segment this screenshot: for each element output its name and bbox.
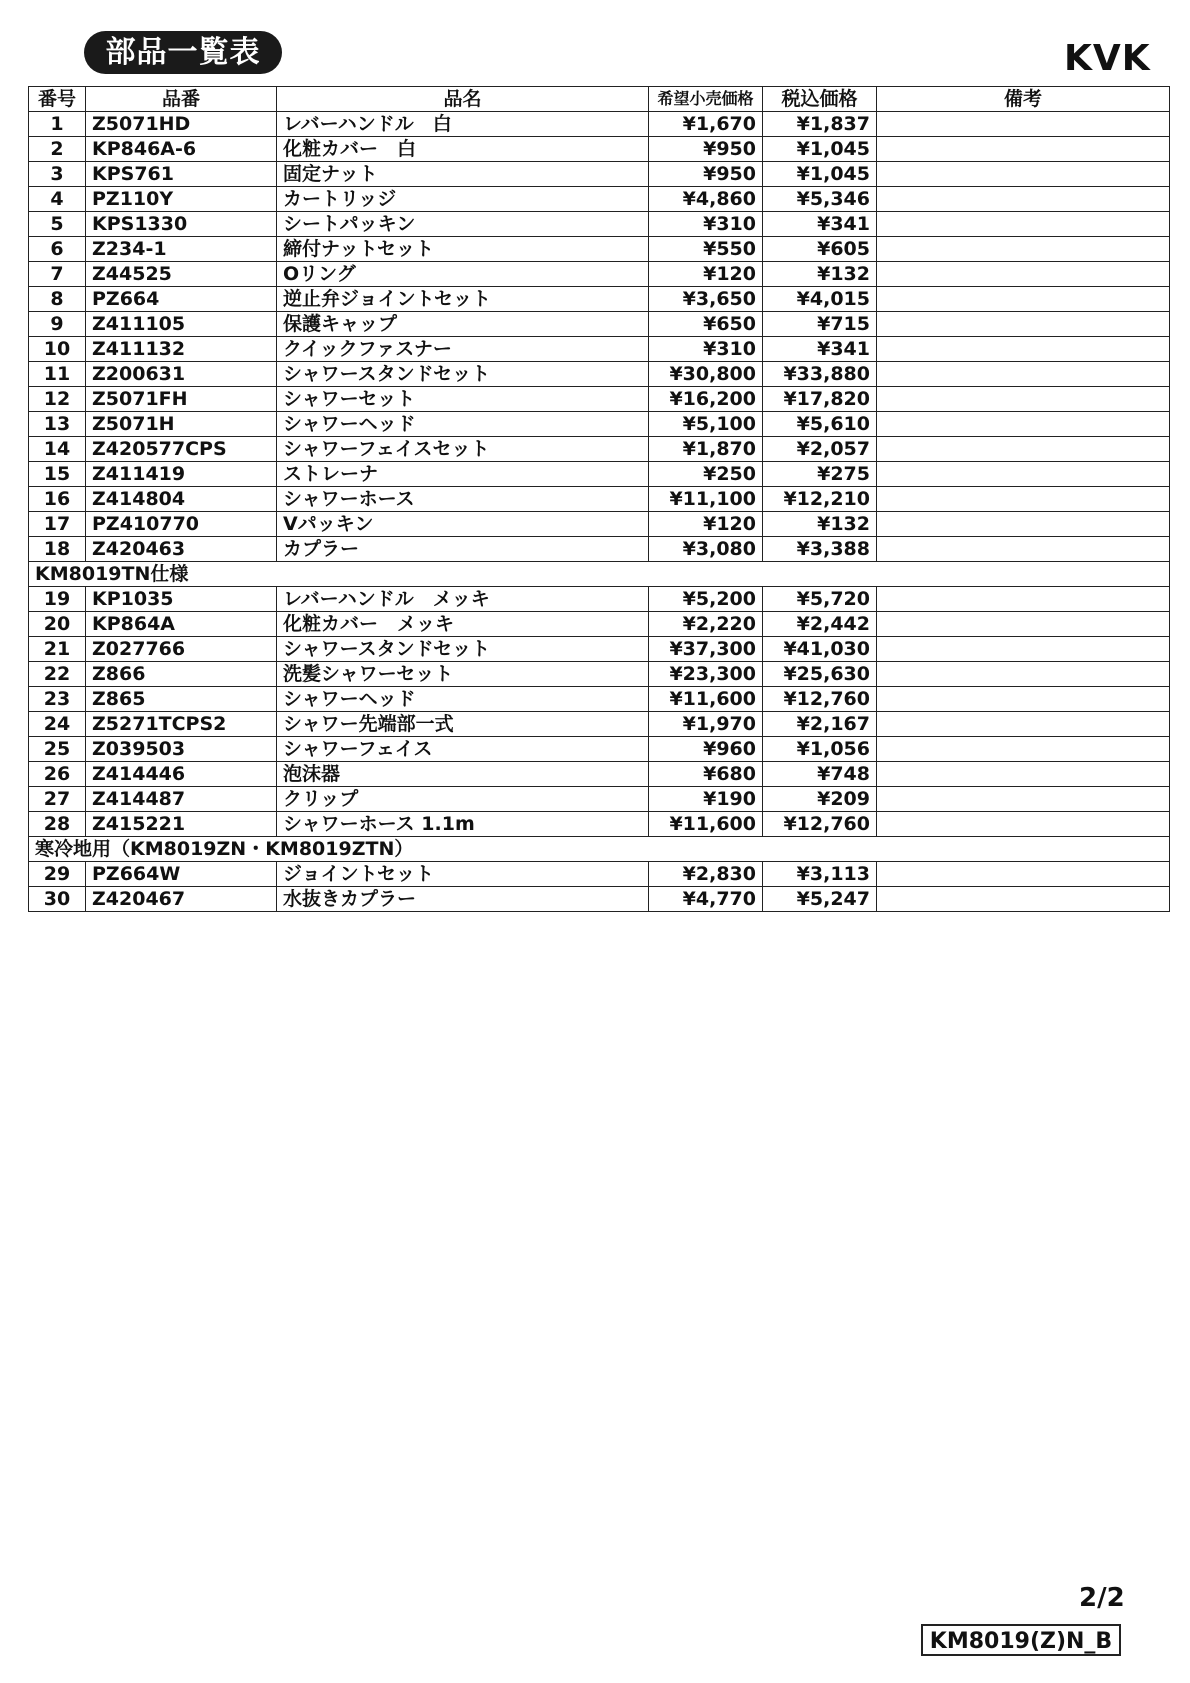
tax-included-price: ¥25,630 xyxy=(763,662,877,687)
section-label: KM8019TN仕様 xyxy=(29,562,1170,587)
row-number: 20 xyxy=(29,612,86,637)
row-number: 26 xyxy=(29,762,86,787)
part-name: 締付ナットセット xyxy=(277,237,649,262)
table-row xyxy=(29,237,1170,262)
section-row xyxy=(29,562,1170,587)
part-code: Z200631 xyxy=(86,362,277,387)
row-number: 18 xyxy=(29,537,86,562)
part-name: クリップ xyxy=(277,787,649,812)
table-row xyxy=(29,437,1170,462)
table-row xyxy=(29,337,1170,362)
retail-price: ¥310 xyxy=(649,212,763,237)
tax-included-price: ¥2,167 xyxy=(763,712,877,737)
row-number: 2 xyxy=(29,137,86,162)
tax-included-price: ¥2,442 xyxy=(763,612,877,637)
col-header-retail-price: 希望小売価格 xyxy=(649,87,763,112)
part-name: シャワー先端部一式 xyxy=(277,712,649,737)
tax-included-price: ¥12,760 xyxy=(763,687,877,712)
note xyxy=(877,587,1170,612)
row-number: 6 xyxy=(29,237,86,262)
table-row xyxy=(29,537,1170,562)
part-name: 化粧カバー 白 xyxy=(277,137,649,162)
table-row xyxy=(29,362,1170,387)
row-number: 27 xyxy=(29,787,86,812)
tax-included-price: ¥5,610 xyxy=(763,412,877,437)
part-name: シャワーフェイスセット xyxy=(277,437,649,462)
row-number: 13 xyxy=(29,412,86,437)
retail-price: ¥5,100 xyxy=(649,412,763,437)
part-name: 泡沫器 xyxy=(277,762,649,787)
part-code: PZ664 xyxy=(86,287,277,312)
table-row xyxy=(29,687,1170,712)
part-name: 水抜きカプラー xyxy=(277,887,649,912)
row-number: 9 xyxy=(29,312,86,337)
tax-included-price: ¥3,113 xyxy=(763,862,877,887)
part-name: カプラー xyxy=(277,537,649,562)
row-number: 7 xyxy=(29,262,86,287)
retail-price: ¥11,600 xyxy=(649,687,763,712)
row-number: 8 xyxy=(29,287,86,312)
note xyxy=(877,212,1170,237)
note xyxy=(877,687,1170,712)
row-number: 5 xyxy=(29,212,86,237)
table-row xyxy=(29,762,1170,787)
part-code: Z414804 xyxy=(86,487,277,512)
note xyxy=(877,312,1170,337)
table-row xyxy=(29,287,1170,312)
page-number: 2/2 xyxy=(1079,1583,1125,1613)
table-row xyxy=(29,312,1170,337)
note xyxy=(877,787,1170,812)
part-code: PZ664W xyxy=(86,862,277,887)
tax-included-price: ¥12,760 xyxy=(763,812,877,837)
note xyxy=(877,737,1170,762)
retail-price: ¥190 xyxy=(649,787,763,812)
parts-table xyxy=(28,86,1170,912)
retail-price: ¥3,650 xyxy=(649,287,763,312)
tax-included-price: ¥12,210 xyxy=(763,487,877,512)
part-name: レバーハンドル 白 xyxy=(277,112,649,137)
note xyxy=(877,512,1170,537)
tax-included-price: ¥605 xyxy=(763,237,877,262)
note xyxy=(877,487,1170,512)
row-number: 16 xyxy=(29,487,86,512)
tax-included-price: ¥275 xyxy=(763,462,877,487)
part-code: Z411105 xyxy=(86,312,277,337)
tax-included-price: ¥17,820 xyxy=(763,387,877,412)
row-number: 28 xyxy=(29,812,86,837)
table-row xyxy=(29,187,1170,212)
tax-included-price: ¥341 xyxy=(763,337,877,362)
note xyxy=(877,612,1170,637)
part-name: クイックファスナー xyxy=(277,337,649,362)
tax-included-price: ¥1,837 xyxy=(763,112,877,137)
table-row xyxy=(29,812,1170,837)
tax-included-price: ¥1,045 xyxy=(763,137,877,162)
table-row xyxy=(29,462,1170,487)
col-header-part-code: 品番 xyxy=(86,87,277,112)
retail-price: ¥1,870 xyxy=(649,437,763,462)
part-name: ストレーナ xyxy=(277,462,649,487)
retail-price: ¥5,200 xyxy=(649,587,763,612)
part-code: Z866 xyxy=(86,662,277,687)
col-header-tax-price: 税込価格 xyxy=(763,87,877,112)
parts-table-body xyxy=(29,112,1170,912)
part-code: Z027766 xyxy=(86,637,277,662)
part-name: 化粧カバー メッキ xyxy=(277,612,649,637)
table-row xyxy=(29,262,1170,287)
note xyxy=(877,337,1170,362)
part-name: 洗髪シャワーセット xyxy=(277,662,649,687)
row-number: 10 xyxy=(29,337,86,362)
part-name: Vパッキン xyxy=(277,512,649,537)
tax-included-price: ¥33,880 xyxy=(763,362,877,387)
note xyxy=(877,387,1170,412)
row-number: 15 xyxy=(29,462,86,487)
part-code: KPS1330 xyxy=(86,212,277,237)
row-number: 17 xyxy=(29,512,86,537)
part-name: シャワーヘッド xyxy=(277,687,649,712)
table-header-row xyxy=(29,87,1170,112)
col-header-number: 番号 xyxy=(29,87,86,112)
note xyxy=(877,637,1170,662)
note xyxy=(877,862,1170,887)
row-number: 11 xyxy=(29,362,86,387)
retail-price: ¥11,100 xyxy=(649,487,763,512)
note xyxy=(877,462,1170,487)
retail-price: ¥4,770 xyxy=(649,887,763,912)
retail-price: ¥11,600 xyxy=(649,812,763,837)
tax-included-price: ¥1,056 xyxy=(763,737,877,762)
retail-price: ¥16,200 xyxy=(649,387,763,412)
col-header-part-name: 品名 xyxy=(277,87,649,112)
table-row xyxy=(29,737,1170,762)
part-code: Z5271TCPS2 xyxy=(86,712,277,737)
note xyxy=(877,662,1170,687)
tax-included-price: ¥341 xyxy=(763,212,877,237)
part-name: シャワーフェイス xyxy=(277,737,649,762)
note xyxy=(877,187,1170,212)
table-row xyxy=(29,587,1170,612)
part-code: KPS761 xyxy=(86,162,277,187)
part-code: KP864A xyxy=(86,612,277,637)
part-name: 逆止弁ジョイントセット xyxy=(277,287,649,312)
table-row xyxy=(29,887,1170,912)
note xyxy=(877,437,1170,462)
table-row xyxy=(29,637,1170,662)
part-code: Z5071FH xyxy=(86,387,277,412)
part-name: レバーハンドル メッキ xyxy=(277,587,649,612)
tax-included-price: ¥5,247 xyxy=(763,887,877,912)
tax-included-price: ¥748 xyxy=(763,762,877,787)
part-code: Z5071H xyxy=(86,412,277,437)
retail-price: ¥680 xyxy=(649,762,763,787)
tax-included-price: ¥3,388 xyxy=(763,537,877,562)
part-name: 固定ナット xyxy=(277,162,649,187)
part-code: KP846A-6 xyxy=(86,137,277,162)
note xyxy=(877,887,1170,912)
page-title: 部品一覧表 xyxy=(84,31,282,74)
note xyxy=(877,137,1170,162)
table-row xyxy=(29,712,1170,737)
table-row xyxy=(29,862,1170,887)
note xyxy=(877,262,1170,287)
retail-price: ¥1,670 xyxy=(649,112,763,137)
table-row xyxy=(29,512,1170,537)
table-row xyxy=(29,487,1170,512)
part-name: カートリッジ xyxy=(277,187,649,212)
part-name: シャワースタンドセット xyxy=(277,637,649,662)
retail-price: ¥650 xyxy=(649,312,763,337)
part-name: ジョイントセット xyxy=(277,862,649,887)
part-code: KP1035 xyxy=(86,587,277,612)
note xyxy=(877,362,1170,387)
table-row xyxy=(29,387,1170,412)
part-name: Oリング xyxy=(277,262,649,287)
row-number: 24 xyxy=(29,712,86,737)
part-name: シャワースタンドセット xyxy=(277,362,649,387)
table-row xyxy=(29,137,1170,162)
retail-price: ¥2,830 xyxy=(649,862,763,887)
table-row xyxy=(29,212,1170,237)
retail-price: ¥120 xyxy=(649,512,763,537)
tax-included-price: ¥4,015 xyxy=(763,287,877,312)
retail-price: ¥37,300 xyxy=(649,637,763,662)
tax-included-price: ¥132 xyxy=(763,512,877,537)
row-number: 22 xyxy=(29,662,86,687)
row-number: 14 xyxy=(29,437,86,462)
part-code: Z865 xyxy=(86,687,277,712)
section-row xyxy=(29,837,1170,862)
tax-included-price: ¥132 xyxy=(763,262,877,287)
section-label: 寒冷地用（KM8019ZN・KM8019ZTN） xyxy=(29,837,1170,862)
part-code: Z411419 xyxy=(86,462,277,487)
row-number: 21 xyxy=(29,637,86,662)
part-code: Z415221 xyxy=(86,812,277,837)
note xyxy=(877,162,1170,187)
part-code: PZ410770 xyxy=(86,512,277,537)
row-number: 3 xyxy=(29,162,86,187)
part-code: Z420463 xyxy=(86,537,277,562)
row-number: 29 xyxy=(29,862,86,887)
tax-included-price: ¥41,030 xyxy=(763,637,877,662)
retail-price: ¥950 xyxy=(649,162,763,187)
table-row xyxy=(29,612,1170,637)
part-code: Z420577CPS xyxy=(86,437,277,462)
note xyxy=(877,287,1170,312)
table-row xyxy=(29,112,1170,137)
row-number: 30 xyxy=(29,887,86,912)
row-number: 23 xyxy=(29,687,86,712)
note xyxy=(877,237,1170,262)
part-code: Z5071HD xyxy=(86,112,277,137)
document-code: KM8019(Z)N_B xyxy=(921,1624,1121,1656)
retail-price: ¥30,800 xyxy=(649,362,763,387)
row-number: 25 xyxy=(29,737,86,762)
retail-price: ¥2,220 xyxy=(649,612,763,637)
note xyxy=(877,537,1170,562)
part-code: Z414487 xyxy=(86,787,277,812)
retail-price: ¥4,860 xyxy=(649,187,763,212)
table-row xyxy=(29,412,1170,437)
brand-logo: KVK xyxy=(1064,38,1151,79)
part-code: Z414446 xyxy=(86,762,277,787)
note xyxy=(877,712,1170,737)
retail-price: ¥23,300 xyxy=(649,662,763,687)
part-code: Z234-1 xyxy=(86,237,277,262)
table-row xyxy=(29,162,1170,187)
retail-price: ¥1,970 xyxy=(649,712,763,737)
retail-price: ¥950 xyxy=(649,137,763,162)
part-name: シャワーセット xyxy=(277,387,649,412)
part-name: シャワーホース xyxy=(277,487,649,512)
row-number: 19 xyxy=(29,587,86,612)
part-code: Z44525 xyxy=(86,262,277,287)
part-name: 保護キャップ xyxy=(277,312,649,337)
part-name: シャワーヘッド xyxy=(277,412,649,437)
note xyxy=(877,112,1170,137)
part-code: PZ110Y xyxy=(86,187,277,212)
retail-price: ¥250 xyxy=(649,462,763,487)
part-code: Z420467 xyxy=(86,887,277,912)
table-row xyxy=(29,662,1170,687)
retail-price: ¥3,080 xyxy=(649,537,763,562)
retail-price: ¥960 xyxy=(649,737,763,762)
part-code: Z411132 xyxy=(86,337,277,362)
retail-price: ¥120 xyxy=(649,262,763,287)
row-number: 12 xyxy=(29,387,86,412)
tax-included-price: ¥715 xyxy=(763,312,877,337)
note xyxy=(877,412,1170,437)
note xyxy=(877,812,1170,837)
retail-price: ¥310 xyxy=(649,337,763,362)
retail-price: ¥550 xyxy=(649,237,763,262)
table-row xyxy=(29,787,1170,812)
tax-included-price: ¥5,720 xyxy=(763,587,877,612)
tax-included-price: ¥2,057 xyxy=(763,437,877,462)
part-name: シートパッキン xyxy=(277,212,649,237)
row-number: 4 xyxy=(29,187,86,212)
part-name: シャワーホース 1.1m xyxy=(277,812,649,837)
tax-included-price: ¥209 xyxy=(763,787,877,812)
tax-included-price: ¥5,346 xyxy=(763,187,877,212)
row-number: 1 xyxy=(29,112,86,137)
tax-included-price: ¥1,045 xyxy=(763,162,877,187)
col-header-notes: 備考 xyxy=(877,87,1170,112)
part-code: Z039503 xyxy=(86,737,277,762)
note xyxy=(877,762,1170,787)
